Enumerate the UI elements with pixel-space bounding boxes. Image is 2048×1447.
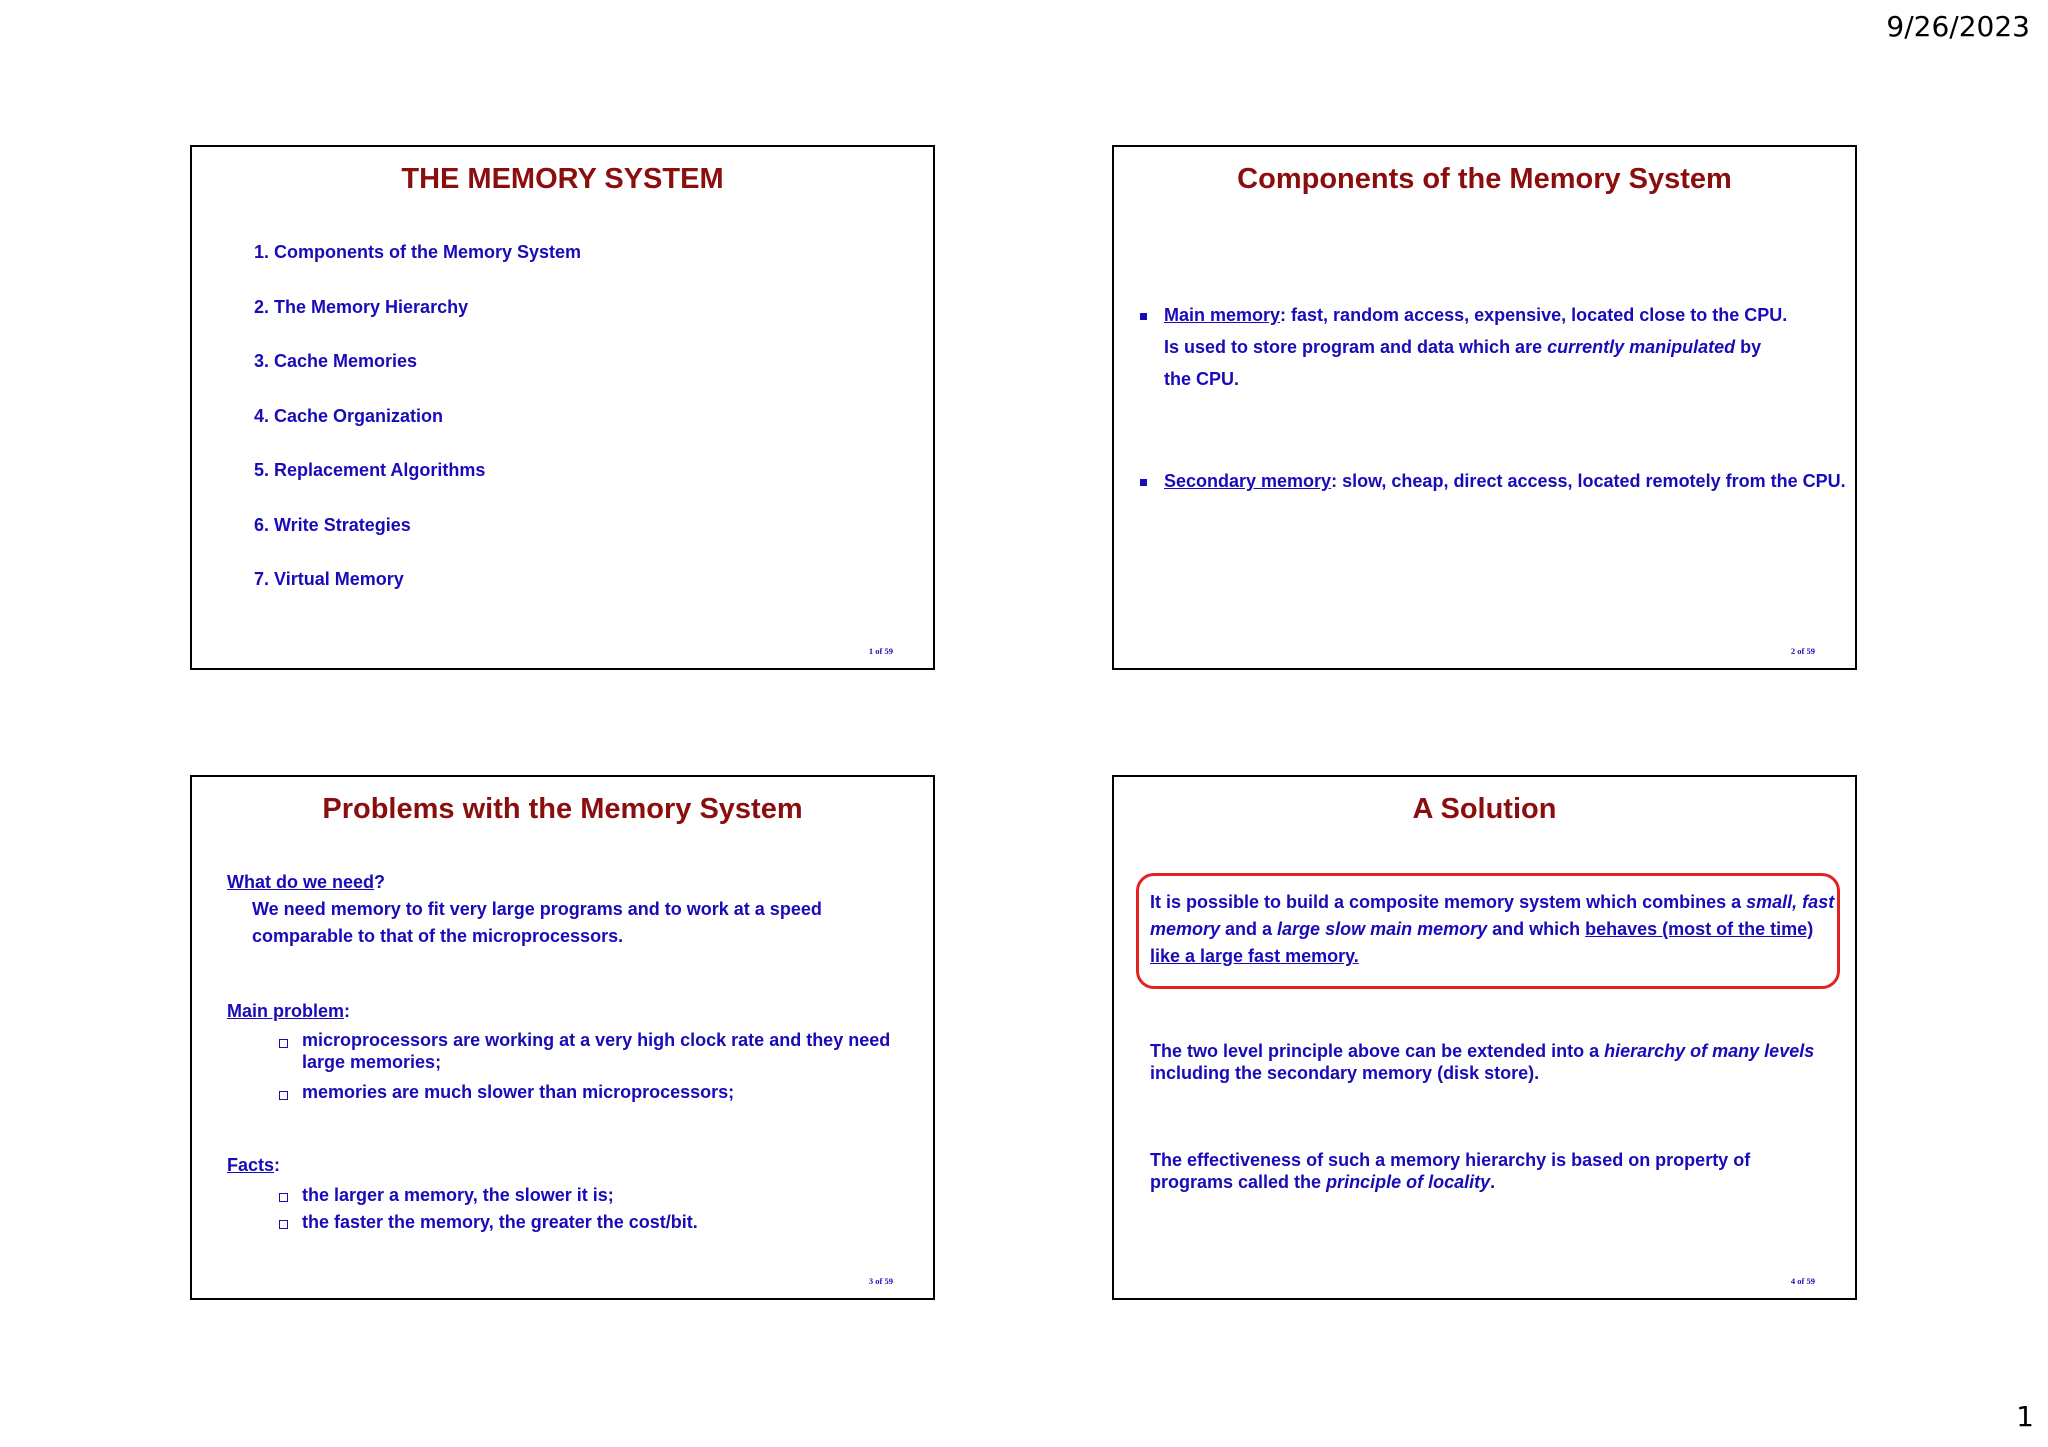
toc-item: 4. Cache Organization bbox=[254, 406, 444, 426]
toc-item: 1. Components of the Memory System bbox=[254, 242, 582, 262]
checkbox-bullet-icon bbox=[279, 1220, 288, 1229]
text: The two level principle above can be extended into a bbox=[1150, 1041, 1605, 1061]
checkbox-bullet-icon bbox=[279, 1039, 288, 1048]
paragraph-line: The effectiveness of such a memory hierarchy is based on property of bbox=[1150, 1150, 1751, 1170]
slide-title: Problems with the Memory System bbox=[322, 793, 803, 825]
text: It is possible to build a composite memory system which combines a bbox=[1150, 892, 1747, 912]
emphasis: hierarchy of many levels bbox=[1604, 1041, 1815, 1061]
slide-number: 4 of 59 bbox=[1790, 1276, 1815, 1286]
bullet-text: : slow, cheap, direct access, located remotely from the CPU. bbox=[1331, 471, 1846, 491]
slide-number: 3 of 59 bbox=[868, 1276, 893, 1286]
text: programs called the bbox=[1150, 1172, 1327, 1192]
slide-3 bbox=[190, 775, 935, 1300]
paragraph-line bbox=[1150, 1172, 1495, 1193]
emphasis: principle of locality bbox=[1326, 1172, 1491, 1192]
page-number: 1 bbox=[2016, 1400, 2034, 1433]
slide-title: Components of the Memory System bbox=[1237, 163, 1732, 195]
highlight-line bbox=[1150, 919, 1813, 940]
slide-title: A Solution bbox=[1412, 793, 1557, 825]
toc-item: 6. Write Strategies bbox=[254, 515, 411, 535]
heading-text: Main problem bbox=[227, 1001, 345, 1021]
emphasis: large slow main memory bbox=[1277, 919, 1488, 939]
bullet-continuation: the CPU. bbox=[1164, 369, 1240, 389]
heading-punct: ? bbox=[374, 872, 386, 892]
slide-2 bbox=[1112, 145, 1857, 670]
underlined-text: like a large fast memory. bbox=[1150, 946, 1359, 966]
section-heading bbox=[227, 1155, 280, 1176]
checkbox-bullet-icon bbox=[279, 1091, 288, 1100]
highlight-line bbox=[1150, 892, 1834, 913]
paragraph-line: comparable to that of the microprocessors. bbox=[252, 926, 624, 946]
bullet-secondary-memory bbox=[1164, 471, 1846, 492]
slide-number: 1 of 59 bbox=[868, 646, 893, 656]
emphasis: currently manipulated bbox=[1547, 337, 1736, 357]
heading-punct: : bbox=[344, 1001, 351, 1021]
list-item: the larger a memory, the slower it is; bbox=[302, 1185, 614, 1205]
list-item: the faster the memory, the greater the cost/bit. bbox=[302, 1212, 698, 1232]
toc-item: 7. Virtual Memory bbox=[254, 569, 404, 589]
term-secondary-memory: Secondary memory bbox=[1164, 471, 1332, 491]
heading-text: What do we need bbox=[227, 872, 375, 892]
toc-item: 3. Cache Memories bbox=[254, 351, 418, 371]
list-item: microprocessors are working at a very high clock rate and they need bbox=[302, 1030, 891, 1050]
emphasis: small, fast bbox=[1746, 892, 1835, 912]
slide-title: THE MEMORY SYSTEM bbox=[401, 163, 724, 195]
heading-text: Facts bbox=[227, 1155, 275, 1175]
text: Is used to store program and data which are bbox=[1164, 337, 1548, 357]
header-date: 9/26/2023 bbox=[1886, 10, 2030, 43]
square-bullet-icon bbox=[1140, 479, 1147, 486]
emphasis: memory bbox=[1150, 919, 1221, 939]
section-heading bbox=[227, 872, 385, 893]
text: and a bbox=[1220, 919, 1278, 939]
underlined-text: behaves (most of the time) bbox=[1585, 919, 1814, 939]
term-main-memory: Main memory bbox=[1164, 305, 1281, 325]
square-bullet-icon bbox=[1140, 313, 1147, 320]
highlight-line bbox=[1150, 946, 1359, 967]
text: and which bbox=[1487, 919, 1586, 939]
slide-4 bbox=[1112, 775, 1857, 1300]
bullet-text: : fast, random access, expensive, located close to the CPU. bbox=[1280, 305, 1788, 325]
bullet-continuation bbox=[1164, 337, 1761, 358]
paragraph-line: including the secondary memory (disk store). bbox=[1150, 1063, 1540, 1083]
slide-number: 2 of 59 bbox=[1790, 646, 1815, 656]
bullet-main-memory bbox=[1164, 305, 1787, 326]
section-heading bbox=[227, 1001, 350, 1022]
slide-1 bbox=[190, 145, 935, 670]
paragraph-line bbox=[1150, 1041, 1814, 1062]
heading-punct: : bbox=[274, 1155, 281, 1175]
toc-item: 5. Replacement Algorithms bbox=[254, 460, 486, 480]
list-item: memories are much slower than microprocessors; bbox=[302, 1082, 735, 1102]
text: by bbox=[1735, 337, 1762, 357]
checkbox-bullet-icon bbox=[279, 1193, 288, 1202]
toc-item: 2. The Memory Hierarchy bbox=[254, 297, 469, 317]
list-item-continuation: large memories; bbox=[302, 1052, 442, 1072]
paragraph-line: We need memory to fit very large programs and to work at a speed bbox=[252, 899, 822, 919]
text: . bbox=[1490, 1172, 1496, 1192]
